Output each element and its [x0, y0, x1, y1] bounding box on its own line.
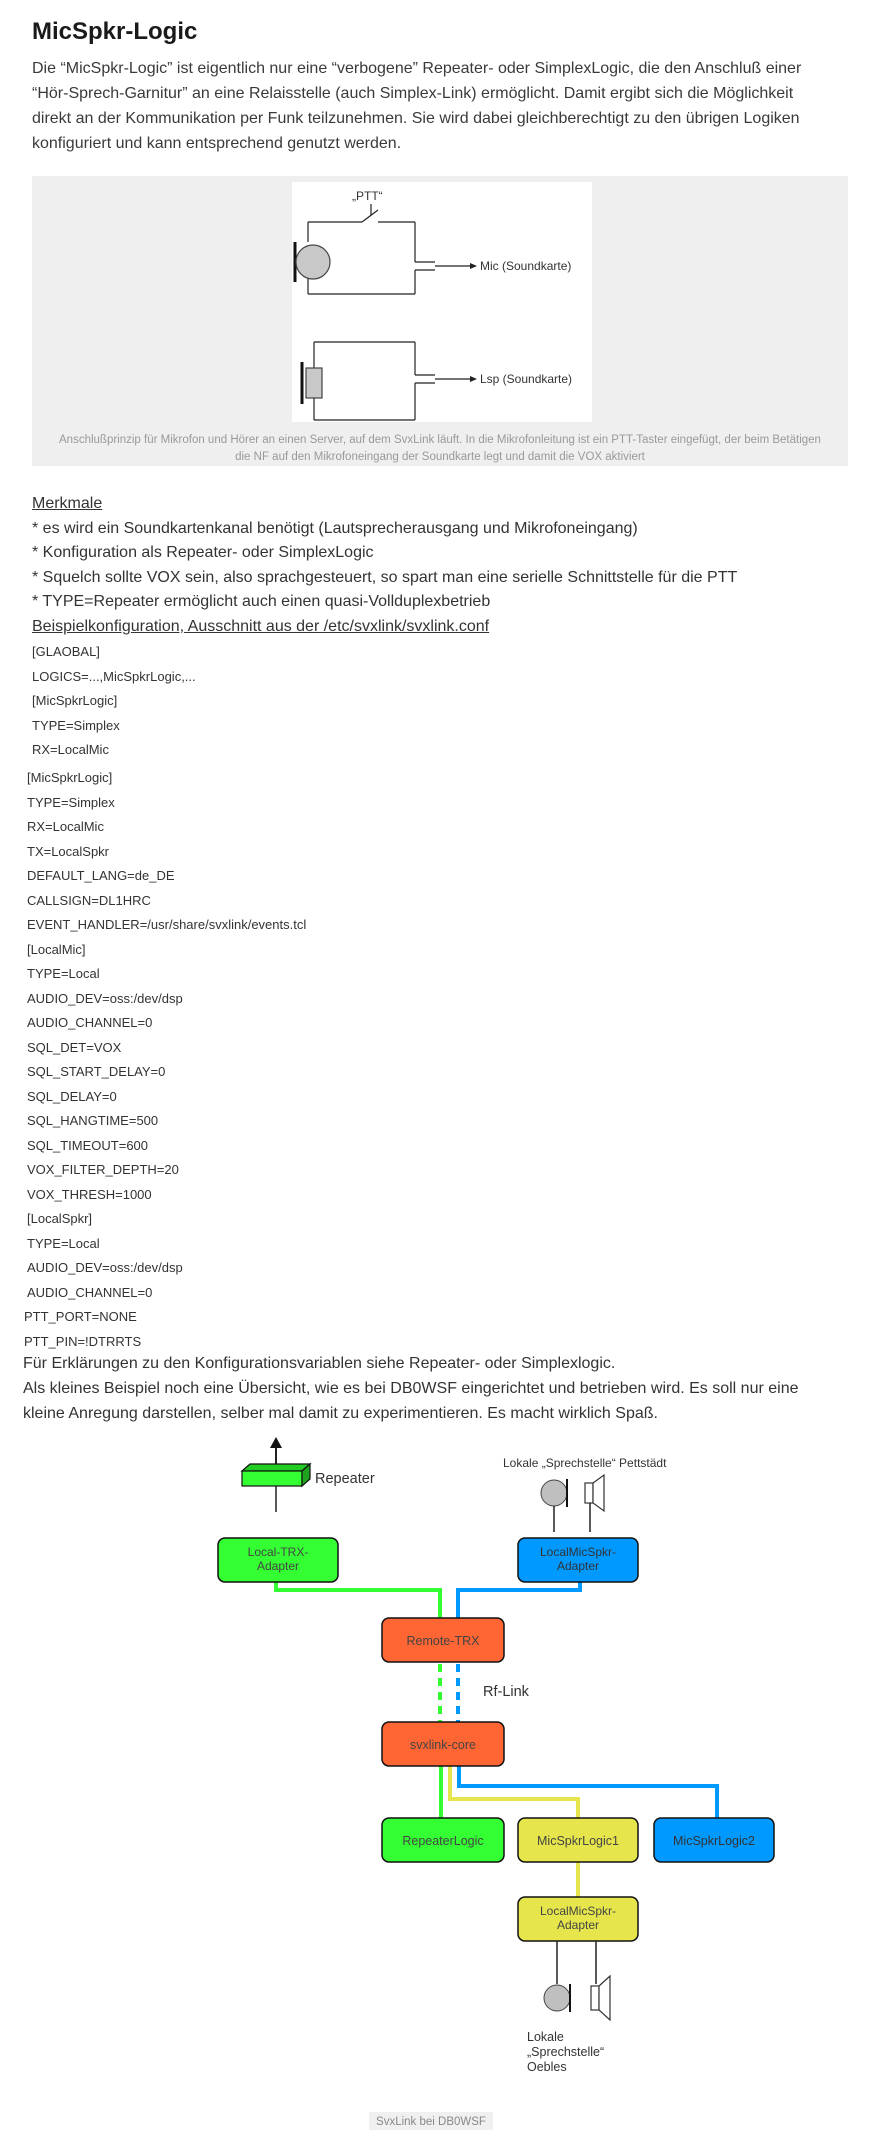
lsp-label: Lsp (Soundkarte) — [480, 372, 573, 386]
station-bottom-speaker-icon — [591, 1986, 599, 2010]
config-line: AUDIO_CHANNEL=0 — [27, 1284, 153, 1300]
config-line: PTT_PIN=!DTRRTS — [24, 1333, 142, 1349]
rf-link-label: Rf-Link — [483, 1684, 529, 1700]
station-bottom-label: „Sprechstelle“ — [527, 2045, 605, 2059]
config-line: AUDIO_DEV=oss:/dev/dsp — [27, 990, 183, 1006]
antenna-icon — [270, 1437, 282, 1448]
page-title: MicSpkr-Logic — [32, 18, 198, 45]
station-bottom-label: Lokale — [527, 2030, 564, 2044]
config-line: [LocalSpkr] — [27, 1211, 93, 1226]
config-line: TYPE=Simplex — [32, 717, 120, 733]
station-bottom-speaker-cone — [599, 1976, 610, 2020]
config-line: SQL_START_DELAY=0 — [27, 1064, 166, 1079]
config-line: PTT_PORT=NONE — [24, 1309, 137, 1324]
feature-item: * es wird ein Soundkartenkanal benötigt (Lautsprecherausgang und Mikrofoneingang) — [32, 519, 638, 537]
station-top-mic-icon — [541, 1480, 567, 1506]
station-top-label: Lokale „Sprechstelle“ Pettstädt — [503, 1456, 667, 1470]
config-line: TYPE=Simplex — [27, 794, 115, 810]
config-line: TYPE=Local — [27, 1235, 100, 1251]
config-block-2 — [24, 766, 307, 1354]
config-line: DEFAULT_LANG=de_DE — [27, 868, 175, 883]
station-top-speaker-cone — [593, 1475, 604, 1511]
db0wsf-diagram — [0, 1436, 872, 2151]
config-line: VOX_THRESH=1000 — [27, 1186, 152, 1202]
config-line: VOX_FILTER_DEPTH=20 — [27, 1162, 179, 1177]
closing-paragraph: Für Erklärungen zu den Konfigurationsvariablen siehe Repeater- oder Simplexlogic. — [23, 1355, 616, 1372]
config-heading: Beispielkonfiguration, Ausschnitt aus der /etc/svxlink/svxlink.conf — [32, 617, 490, 635]
config-line: [MicSpkrLogic] — [27, 770, 113, 785]
local-micspkr-adapter-top-label: Adapter — [556, 1559, 600, 1573]
repeater-label: Repeater — [315, 1471, 375, 1487]
diagram-caption: SvxLink bei DB0WSF — [376, 2116, 486, 2128]
config-line: RX=LocalMic — [32, 742, 109, 758]
station-bottom-label: Oebles — [527, 2060, 567, 2074]
repeater-box-top — [242, 1464, 310, 1471]
figure1-caption: Anschlußprinzip für Mikrofon und Hörer an einen Server, auf dem SvxLink läuft. In die Mikrofonleitung ist ein PTT-Taster eingefügt, der beim Betätigen die NF auf den Mikrofoneingang der Soundkarte legt und damit die VOX aktiviert — [59, 434, 821, 463]
microphone-icon — [296, 245, 330, 279]
local-trx-adapter-label: Local-TRX- — [247, 1545, 309, 1559]
core-micspkr1-link — [450, 1766, 578, 1818]
config-block-1 — [32, 640, 196, 763]
config-line: [GLAOBAL] — [32, 644, 100, 659]
config-line: TX=LocalSpkr — [27, 843, 110, 859]
local-micspkr-adapter-bottom-label: LocalMicSpkr- — [539, 1904, 617, 1918]
closing-paragraph: Als kleines Beispiel noch eine Übersicht, wie es bei DB0WSF eingerichtet und betrieben wird. Es soll nur eine kleine Anregung darstellen, selber mal damit zu experimentieren. Es macht wirklich Spaß. — [23, 1380, 799, 1422]
feature-item: * Konfiguration als Repeater- oder SimplexLogic — [32, 544, 374, 562]
local-trx-adapter-label: Adapter — [256, 1559, 300, 1573]
lsp-output-arrow-icon — [470, 376, 477, 382]
config-line: CALLSIGN=DL1HRC — [27, 892, 151, 908]
config-line: EVENT_HANDLER=/usr/share/svxlink/events.tcl — [27, 917, 307, 932]
config-line: [MicSpkrLogic] — [32, 693, 118, 709]
config-line: RX=LocalMic — [27, 819, 104, 834]
local-micspkr-adapter-bottom-label: Adapter — [556, 1918, 600, 1932]
wiring-figure — [32, 176, 848, 466]
mic-label: Mic (Soundkarte) — [480, 259, 572, 273]
svxlink-core-label: svxlink-core — [410, 1738, 476, 1752]
config-line: SQL_DELAY=0 — [27, 1088, 117, 1104]
mic-output-arrow-icon — [470, 263, 477, 269]
wiring-diagram — [292, 182, 592, 422]
core-micspkr2-link — [459, 1766, 717, 1818]
speaker-icon — [306, 368, 322, 398]
intro-paragraph: Die “MicSpkr-Logic” ist eigentlich nur eine “verbogene” Repeater- oder SimplexLogic, die den Anschluß einer “Hör-Sprech-Garnitur” an eine Relaisstelle (auch Simplex-Link) ermöglicht. Damit ergibt sich die Möglichkeit direkt an der Kommunikation per Funk teilzunehmen. Sie wird dabei gleichberechtigt zu den übrigen Logiken konfiguriert und kann entsprechend genutzt werden. — [32, 60, 802, 152]
station-bottom-mic-icon — [544, 1985, 570, 2011]
repeater-logic-label: RepeaterLogic — [402, 1834, 484, 1848]
feature-item: * Squelch sollte VOX sein, also sprachgesteuert, so spart man eine serielle Schnittstelle für die PTT — [32, 568, 738, 586]
config-line: AUDIO_DEV=oss:/dev/dsp — [27, 1260, 183, 1275]
ptt-switch — [362, 210, 378, 222]
config-line: TYPE=Local — [27, 966, 100, 981]
micspkr-logic1-label: MicSpkrLogic1 — [537, 1834, 619, 1848]
config-line: LOGICS=...,MicSpkrLogic,... — [32, 668, 196, 684]
ptt-label: „PTT“ — [352, 189, 383, 203]
repeater-icon — [242, 1471, 302, 1486]
remote-trx-label: Remote-TRX — [406, 1634, 480, 1648]
config-line: [LocalMic] — [27, 941, 86, 957]
config-line: SQL_TIMEOUT=600 — [27, 1137, 149, 1153]
config-line: SQL_DET=VOX — [27, 1039, 122, 1055]
local-micspkr-adapter-top-label: LocalMicSpkr- — [539, 1545, 617, 1559]
feature-item: * TYPE=Repeater ermöglicht auch einen quasi-Vollduplexbetrieb — [32, 593, 491, 611]
features-heading: Merkmale — [32, 495, 103, 512]
station-top-speaker-icon — [585, 1483, 593, 1503]
closing-text — [23, 1351, 843, 1426]
config-line: AUDIO_CHANNEL=0 — [27, 1015, 153, 1030]
features-section — [32, 492, 842, 640]
micspkr-logic2-label: MicSpkrLogic2 — [673, 1834, 755, 1848]
config-line: SQL_HANGTIME=500 — [27, 1113, 159, 1128]
